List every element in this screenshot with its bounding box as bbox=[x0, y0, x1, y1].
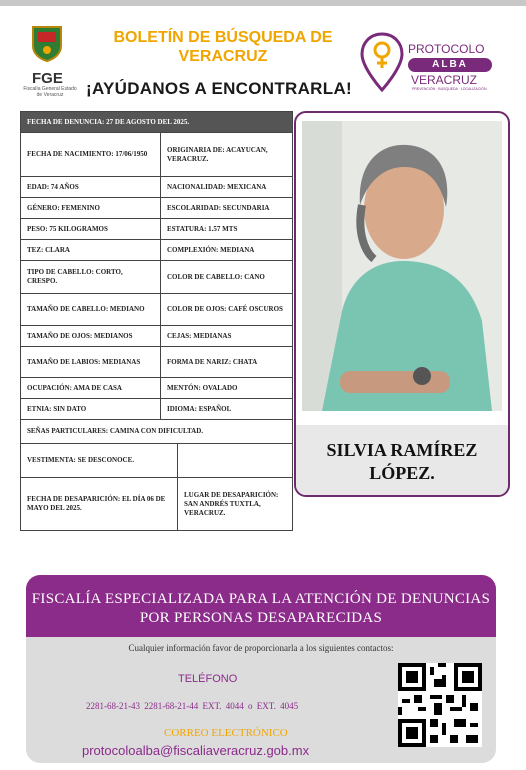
ethnicity: ETNIA: SIN DATO bbox=[21, 399, 161, 420]
chin: MENTÓN: OVALADO bbox=[161, 378, 293, 399]
report-date: FECHA DE DENUNCIA: 27 DE AGOSTO DEL 2025. bbox=[21, 112, 293, 133]
eye-color: COLOR DE OJOS: CAFÉ OSCUROS bbox=[161, 294, 293, 326]
protocol-word: PROTOCOLO bbox=[408, 42, 485, 56]
protocol-tagline: PREVENCIÓN · BÚSQUEDA · LOCALIZACIÓN bbox=[412, 87, 487, 91]
age: EDAD: 74 AÑOS bbox=[21, 177, 161, 198]
email-label: CORREO ELECTRÓNICO bbox=[164, 727, 288, 739]
disappearance-date: FECHA DE DESAPARICIÓN: EL DÍA 06 DE MAYO DEL 2025. bbox=[21, 478, 178, 531]
origin: ORIGINARIA DE: ACAYUCAN, VERACRUZ. bbox=[161, 133, 293, 177]
contact-box bbox=[26, 637, 496, 763]
disappearance-place: LUGAR DE DESAPARICIÓN: SAN ANDRÉS TUXTLA, VERACRUZ. bbox=[178, 478, 293, 531]
agency-band bbox=[26, 575, 496, 637]
nose-shape: FORMA DE NARIZ: CHATA bbox=[161, 347, 293, 378]
particular-signs: SEÑAS PARTICULARES: CAMINA CON DIFICULTAD. bbox=[21, 420, 293, 444]
phone-numbers: 2281-68-21-43 2281-68-21-44 EXT. 4044 o EXT. 4045 bbox=[86, 701, 299, 711]
protocol-name: ALBA bbox=[408, 58, 492, 72]
agency-name: Fiscalía General Estado de Veracruz bbox=[23, 86, 77, 98]
occupation: OCUPACIÓN: AMA DE CASA bbox=[21, 378, 161, 399]
person-name: SILVIA RAMÍREZ LÓPEZ. bbox=[326, 440, 478, 483]
contact-intro: Cualquier información favor de proporcionarla a los siguientes contactos: bbox=[128, 643, 394, 653]
schooling: ESCOLARIDAD: SECUNDARIA bbox=[161, 198, 293, 219]
build: COMPLEXIÓN: MEDIANA bbox=[161, 240, 293, 261]
hair-color: COLOR DE CABELLO: CANO bbox=[161, 261, 293, 294]
weight: PESO: 75 KILOGRAMOS bbox=[21, 219, 161, 240]
empty-cell bbox=[178, 444, 293, 478]
eyebrows: CEJAS: MEDIANAS bbox=[161, 326, 293, 347]
description-table bbox=[20, 111, 293, 531]
qr-code-icon[interactable] bbox=[398, 663, 482, 747]
eye-size: TAMAÑO DE OJOS: MEDIANOS bbox=[21, 326, 161, 347]
lip-size: TAMAÑO DE LABIOS: MEDIANAS bbox=[21, 347, 161, 378]
protocol-state: VERACRUZ bbox=[411, 73, 478, 87]
height: ESTATURA: 1.57 MTS bbox=[161, 219, 293, 240]
complexion-skin: TEZ: CLARA bbox=[21, 240, 161, 261]
header bbox=[0, 6, 526, 110]
veracruz-shield-icon bbox=[30, 24, 64, 62]
clothing: VESTIMENTA: SE DESCONOCE. bbox=[21, 444, 178, 478]
name-box bbox=[296, 425, 508, 495]
bulletin-subtitle: ¡AYÚDANOS A ENCONTRARLA! bbox=[86, 79, 352, 98]
photo-frame bbox=[294, 111, 510, 497]
language: IDIOMA: ESPAÑOL bbox=[161, 399, 293, 420]
agency-band-text: FISCALÍA ESPECIALIZADA PARA LA ATENCIÓN DE DENUNCIAS POR PERSONAS DESAPARECIDAS bbox=[31, 591, 491, 626]
email-address[interactable]: protocoloalba@fiscaliaveracruz.gob.mx bbox=[82, 743, 310, 758]
agency-abbr: FGE bbox=[32, 70, 63, 87]
person-photo bbox=[302, 121, 502, 411]
birth-date: FECHA DE NACIMIENTO: 17/06/1950 bbox=[21, 133, 161, 177]
hair-type: TIPO DE CABELLO: CORTO, CRESPO. bbox=[21, 261, 161, 294]
gender: GÉNERO: FEMENINO bbox=[21, 198, 161, 219]
hair-length: TAMAÑO DE CABELLO: MEDIANO bbox=[21, 294, 161, 326]
bulletin-title: BOLETÍN DE BÚSQUEDA DE VERACRUZ bbox=[113, 29, 333, 65]
female-location-pin-icon bbox=[360, 32, 404, 92]
nationality: NACIONALIDAD: MEXICANA bbox=[161, 177, 293, 198]
phone-label: TELÉFONO bbox=[178, 673, 238, 685]
person-portrait bbox=[302, 121, 502, 411]
